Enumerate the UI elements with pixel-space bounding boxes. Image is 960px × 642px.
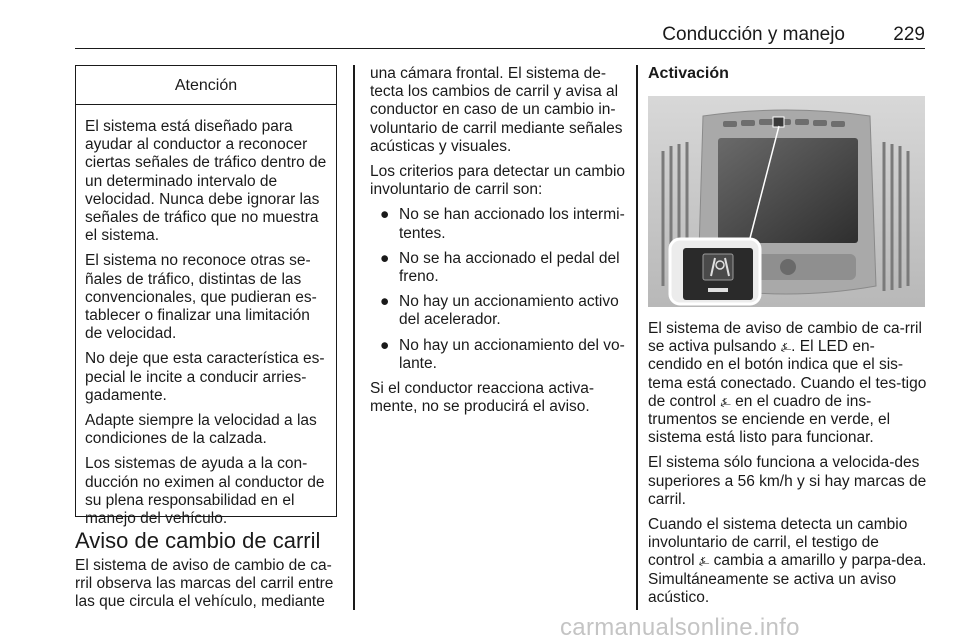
- warning-paragraph: El sistema está diseñado para ayudar al conductor a reconocer ciertas señales de tráfico dentro de un determinado intervalo de velocidad. Nunca debe ignorar las señales de tráfico que no muestra el sistema.: [85, 118, 327, 245]
- intro-text-col1: [75, 557, 345, 619]
- warning-body: [76, 105, 336, 528]
- list-item: ● No hay un accionamiento activo del acelerador.: [380, 293, 619, 329]
- activation-text: [648, 320, 928, 614]
- page-number: 229: [893, 24, 925, 45]
- activation-paragraph-1: El sistema de aviso de cambio de ca-rril se activa pulsando ⍼. El LED en-cendido en el botón indica que el sis-tema está conectado. Cuando el tes-tigo de control ⍼ en el cuadro de ins-trumentos se enciende en verde, el sistema está listo para funcionar.: [648, 320, 927, 447]
- activation-heading: Activación: [648, 65, 729, 82]
- criteria-intro: Los criterios para detectar un cambio involuntario de carril son:: [370, 163, 626, 199]
- lane-departure-icon: ⍼: [780, 340, 792, 355]
- warning-paragraph: No deje que esta característica es-pecial le incite a conducir arries-gadamente.: [85, 350, 325, 404]
- reaction-paragraph: Si el conductor reacciona activa-mente, no se producirá el aviso.: [370, 380, 595, 416]
- section-title: Conducción y manejo: [662, 24, 845, 45]
- column-2: [370, 65, 635, 423]
- warning-title: Atención: [76, 66, 336, 105]
- bullet-icon: ●: [380, 206, 390, 224]
- column-divider-2: [636, 65, 638, 610]
- warning-paragraph: Adapte siempre la velocidad a las condiciones de la calzada.: [85, 412, 317, 448]
- warning-box: [75, 65, 337, 528]
- list-item: ● No hay un accionamiento del vo-lante.: [380, 336, 625, 372]
- dashboard-illustration: [648, 96, 925, 307]
- warning-paragraph: El sistema no reconoce otras se-ñales de tráfico, distintas de las convencionales, que pudieran es-tablecer o finalizar una limitación de velocidad.: [85, 252, 317, 343]
- watermark: carmanualsonline.info: [560, 614, 800, 641]
- bullet-icon: ●: [380, 336, 390, 354]
- intro-paragraph-part1: El sistema de aviso de cambio de ca-rril observa las marcas del carril entre las que circula el vehículo, mediante: [75, 557, 334, 611]
- activation-paragraph-3: Cuando el sistema detecta un cambio involuntario de carril, el testigo de control ⍼ cambia a amarillo y parpa-dea. Simultáneamente se activa un aviso acústico.: [648, 516, 927, 606]
- column-divider-1: [353, 65, 355, 610]
- lane-departure-icon: ⍼: [720, 394, 731, 409]
- criteria-list: [370, 206, 635, 373]
- page-header: [75, 22, 925, 49]
- list-item: ● No se han accionado los intermi-tentes.: [380, 206, 625, 242]
- bullet-icon: ●: [380, 293, 390, 311]
- warning-paragraph: Los sistemas de ayuda a la con-ducción no eximen al conductor de su plena responsabilidad en el manejo del vehículo.: [85, 455, 325, 528]
- section-heading: Aviso de cambio de carril: [75, 528, 321, 553]
- list-item: ● No se ha accionado el pedal del freno.: [380, 249, 620, 286]
- bullet-icon: ●: [380, 249, 390, 267]
- dashboard-photo: [648, 96, 925, 307]
- activation-paragraph-2: El sistema sólo funciona a velocida-des superiores a 56 km/h y si hay marcas de carril.: [648, 454, 927, 508]
- lane-departure-icon: ⍼: [698, 554, 710, 569]
- intro-paragraph-part2: una cámara frontal. El sistema de-tecta los cambios de carril y avisa al conductor en caso de un cambio in-voluntario de carril mediante señales acústicas y visuales.: [370, 65, 623, 155]
